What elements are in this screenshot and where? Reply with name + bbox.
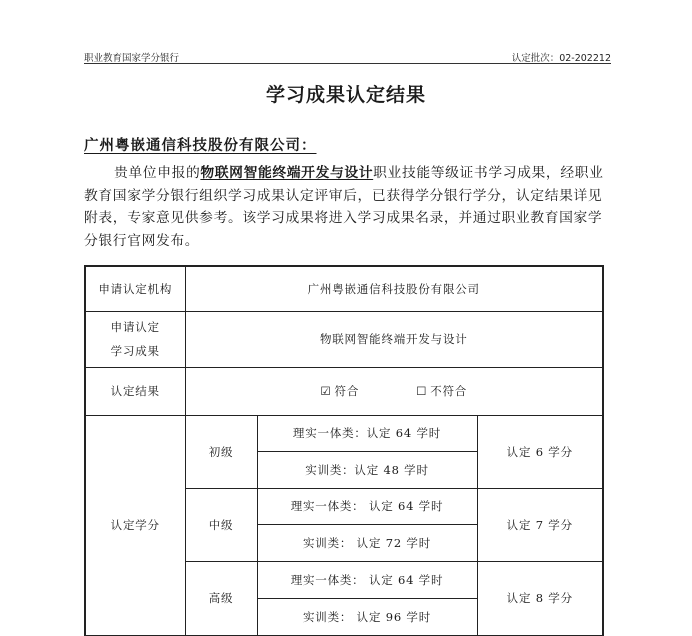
body-paragraph bbox=[84, 162, 614, 252]
document-header bbox=[84, 50, 611, 64]
program-name: 物联网智能终端开发与设计 bbox=[200, 165, 374, 181]
addressee: 广州粤嵌通信科技股份有限公司： bbox=[84, 137, 317, 154]
level-primary-theory: 理实一体类：认定 64 学时 bbox=[257, 415, 477, 451]
result-table bbox=[84, 265, 604, 636]
level-middle-credit: 认定 7 学分 bbox=[477, 488, 603, 561]
table-row-result bbox=[85, 367, 603, 415]
header-batch: 认定批次：02-202212 bbox=[511, 53, 611, 64]
outcome-label bbox=[85, 311, 185, 367]
level-middle-practice: 实训类： 认定 72 学时 bbox=[257, 524, 477, 561]
table-row-outcome bbox=[85, 311, 603, 367]
level-name-middle: 中级 bbox=[185, 488, 257, 561]
result-options bbox=[185, 367, 603, 415]
outcome-label-line1: 申请认定 bbox=[110, 320, 160, 334]
level-name-advanced: 高级 bbox=[185, 561, 257, 635]
page-title: 学习成果认定结果 bbox=[265, 84, 426, 106]
level-name-primary: 初级 bbox=[185, 415, 257, 488]
outcome-label-line2: 学习成果 bbox=[110, 344, 160, 358]
institution-label: 申请认定机构 bbox=[85, 266, 185, 311]
checked-box-icon: ☑ bbox=[320, 384, 332, 398]
level-advanced-practice: 实训类： 认定 96 学时 bbox=[257, 598, 477, 635]
result-yes-label: 符合 bbox=[334, 384, 360, 398]
body-text-part1: 贵单位申报的 bbox=[114, 165, 201, 181]
table-row-institution bbox=[85, 266, 603, 311]
level-primary-credit: 认定 6 学分 bbox=[477, 415, 603, 488]
level-advanced-credit: 认定 8 学分 bbox=[477, 561, 603, 635]
unchecked-box-icon: ☐ bbox=[416, 384, 428, 398]
level-advanced-theory: 理实一体类： 认定 64 学时 bbox=[257, 561, 477, 598]
level-primary-practice: 实训类：认定 48 学时 bbox=[257, 451, 477, 488]
outcome-value: 物联网智能终端开发与设计 bbox=[185, 311, 603, 367]
credits-label: 认定学分 bbox=[85, 415, 185, 635]
header-divider bbox=[84, 63, 611, 64]
result-yes-checkbox bbox=[320, 384, 359, 398]
result-label: 认定结果 bbox=[85, 367, 185, 415]
institution-value: 广州粤嵌通信科技股份有限公司 bbox=[185, 266, 603, 311]
level-middle-theory: 理实一体类： 认定 64 学时 bbox=[257, 488, 477, 524]
header-institution: 职业教育国家学分银行 bbox=[84, 53, 180, 64]
result-no-label: 不符合 bbox=[430, 384, 468, 398]
table-row-level-primary-theory bbox=[85, 415, 603, 451]
body-text-part2: 职业技能等级证书学习成果，经职业教育国家学分银行组织学习成果认定评审后，已获得学分银行学分，认定结果详见附表，专家意见供参考。该学习成果将进入学习成果名录，并通过职业教育国家学分银行官网发布。 bbox=[84, 165, 604, 249]
result-no-checkbox bbox=[416, 384, 467, 398]
